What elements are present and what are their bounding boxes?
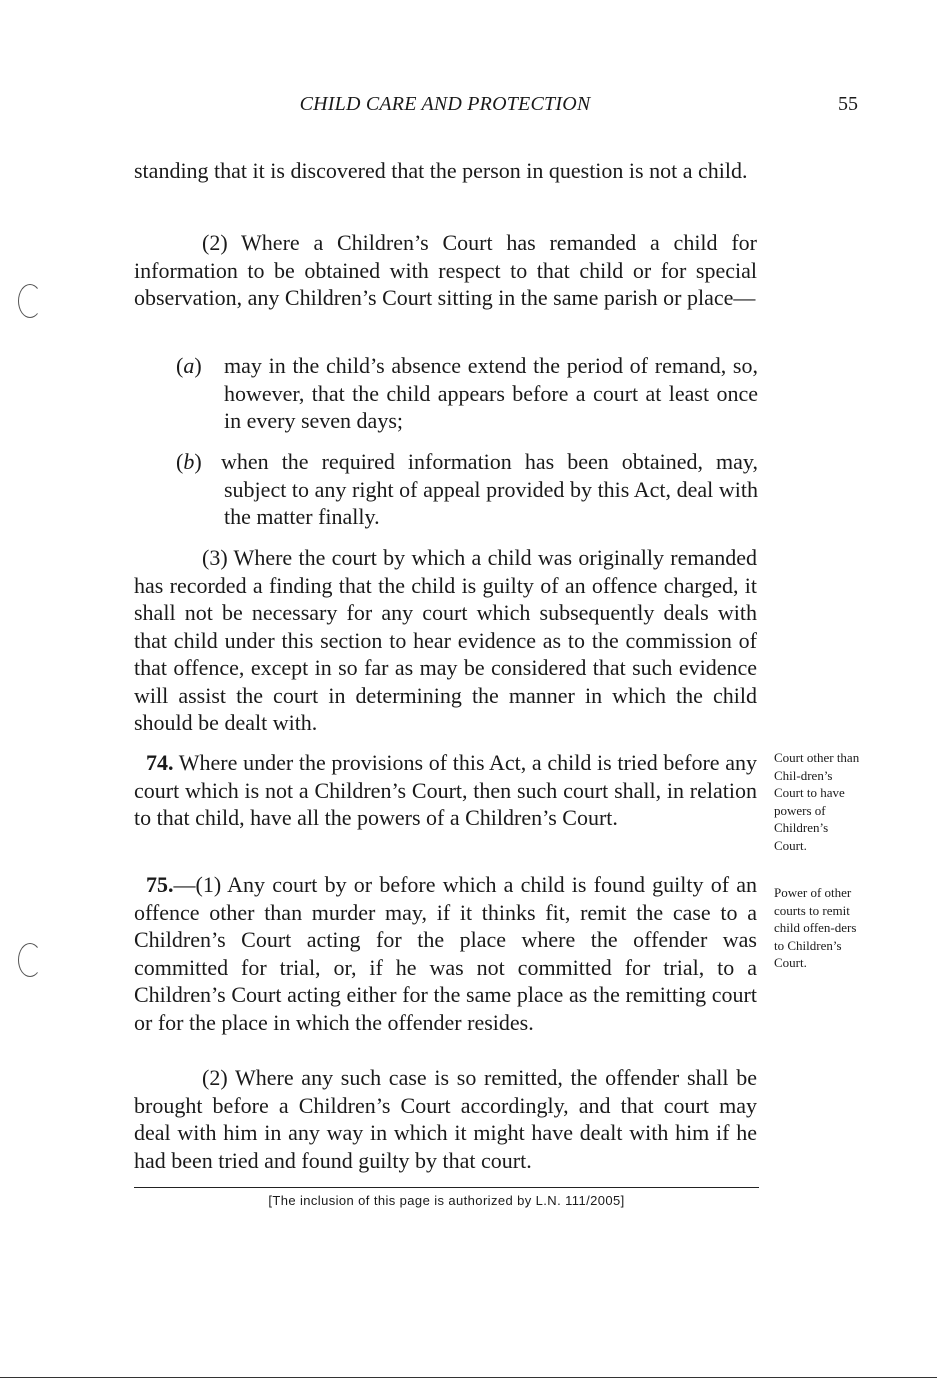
subsection-3-text: (3) Where the court by which a child was originally remanded has recorded a finding that the child is guilty of an offence charged, it shall not be necessary for any court which subsequently deals with that child under this section to hear evidence as to the commission of that offence, except in so far as may be considered that such evidence will assist the court in determining the manner in which the child should be dealt with. <box>134 545 757 735</box>
footer-rule <box>134 1187 759 1188</box>
section-74-text <box>134 749 757 832</box>
continuation-paragraph <box>134 157 757 185</box>
section-74-number: 74. <box>146 750 174 775</box>
section-74-paragraph <box>134 749 757 832</box>
running-head-title: CHILD CARE AND PROTECTION <box>299 93 591 115</box>
section-74-body: Where under the provisions of this Act, a child is tried before any court which is not a Children’s Court, then such court shall, in relation to that child, have all the powers of a Children’s Court. <box>134 750 757 830</box>
subsection-75-2-paragraph <box>134 1064 757 1174</box>
section-75-number: 75. <box>146 872 174 897</box>
authorization-note: [The inclusion of this page is authorized by L.N. 111/2005] <box>268 1193 625 1208</box>
punch-hole-mark-upper <box>18 284 42 318</box>
subsection-75-2-text: (2) Where any such case is so remitted, the offender shall be brought before a Children’s Court accordingly, and that court may deal with him in any way in which it might have dealt with him if he had been tried and found guilty by that court. <box>134 1065 757 1173</box>
subsection-3-paragraph <box>134 544 757 737</box>
section-75-body: —(1) Any court by or before which a child is found guilty of an offence other than murder may, if it thinks fit, remit the case to a Children’s Court acting for the place where the offender was committed for trial, or, if he was not committed for trial, to a Children’s Court acting either for the same place as the remitting court or for the place in which the offender resides. <box>134 872 757 1035</box>
item-a <box>176 352 758 435</box>
page-number: 55 <box>838 93 858 115</box>
item-a-text: may in the child’s absence extend the period of remand, so, however, that the child appears before a court at least once in every seven days; <box>224 353 758 433</box>
page-bottom-edge <box>0 1377 937 1378</box>
side-note-section-75: Power of other courts to remit child offen-ders to Children’s Court. <box>774 885 857 970</box>
item-b-text: when the required information has been obtained, may, subject to any right of appeal provided by this Act, deal with the matter finally. <box>221 449 758 529</box>
item-a-label: (a) <box>176 353 202 378</box>
punch-hole-mark-lower <box>18 943 42 977</box>
subsection-2-text: (2) Where a Children’s Court has remanded a child for information to be obtained with respect to that child or for special observation, any Children’s Court sitting in the same parish or place— <box>134 230 757 310</box>
subsection-2-paragraph <box>134 229 757 312</box>
section-75-paragraph <box>134 871 757 1036</box>
item-b-label: (b) <box>176 449 202 474</box>
item-b <box>176 448 758 531</box>
section-75-text <box>134 871 757 1036</box>
side-note-section-74: Court other than Chil-dren’s Court to have powers of Children’s Court. <box>774 750 860 853</box>
continuation-text: standing that it is discovered that the person in question is not a child. <box>134 158 748 183</box>
